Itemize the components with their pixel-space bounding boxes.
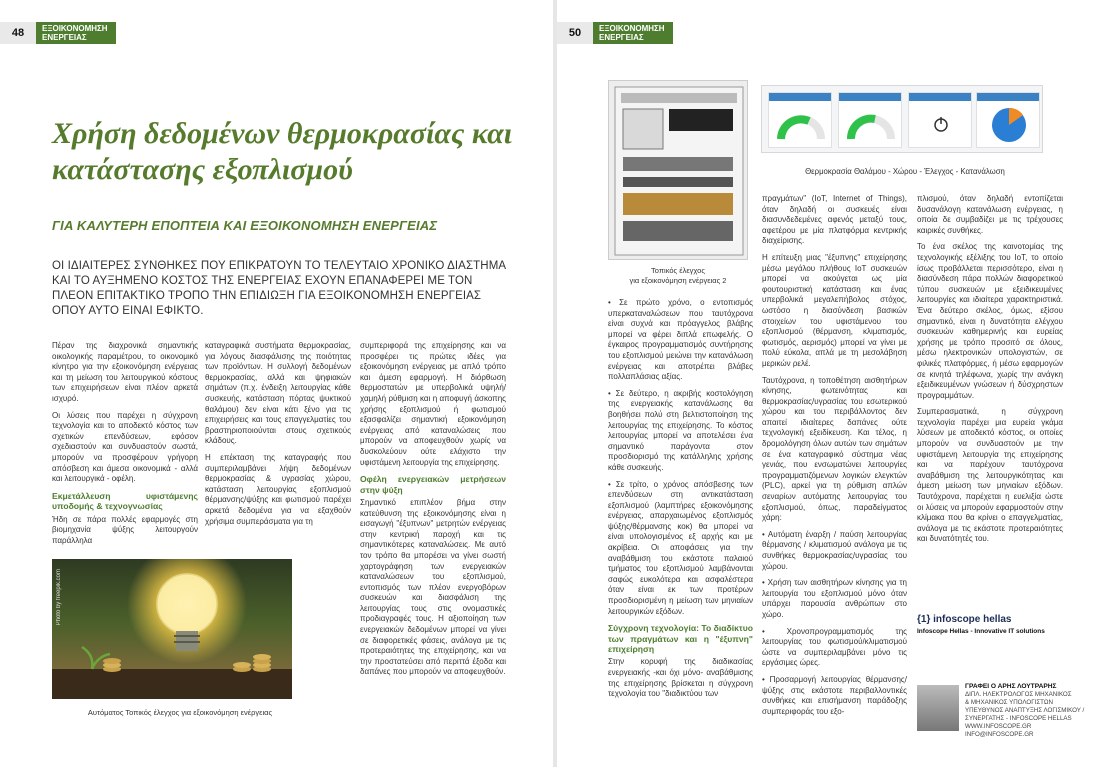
- author-line: ΔΙΠΛ. ΗΛΕΚΤΡΟΛΟΓΟΣ ΜΗΧΑΝΙΚΟΣ: [965, 691, 1072, 698]
- paragraph: πλισμού, όταν δηλαδή εντοπίζεται δυσανάλογη κατανάλωση ενέργειας, η οποία δε συμβαδίζει με τις τρέχουσες καιρικές συνθήκες.: [917, 194, 1063, 235]
- power-control-tile: [908, 92, 972, 148]
- left-column-3: [360, 341, 506, 684]
- bullet-paragraph: • Χρήση των αισθητήρων κίνησης για τη λειτουργία του εξοπλισμού μόνο όταν υπάρχει παρουσία ανθρώπων στο χώρο.: [762, 578, 907, 619]
- author-line: & ΜΗΧΑΝΙΚΟΣ ΥΠΟΛΟΓΙΣΤΩΝ: [965, 699, 1053, 706]
- consumption-pie-tile: [976, 92, 1040, 148]
- paragraph: πραγμάτων" (IoT, Internet of Things), όταν δηλαδή οι συσκευές είναι διασυνδεδεμένες αφενός μεταξύ τους, αφετέρου με μία πλατφόρμα κεντρικής διαχείρισης.: [762, 194, 907, 246]
- paragraph: Η επέκταση της καταγραφής που συμπεριλαμβάνει λήψη δεδομένων θερμοκρασίας & υγρασίας χώρου, κατάσταση λειτουργίας εξοπλισμού θέρμανσης/ψύξης και φωτισμού παρέχει αρκετά δεδομένα για να εξαχθούν χρήσιμα συμπεράσματα για τη: [205, 452, 351, 526]
- infoscope-logo: {1} infoscope hellas: [917, 614, 1012, 625]
- page-number: 50: [557, 22, 593, 44]
- photo-caption: Αυτόματος Τοπικός έλεγχος για εξοικονόμηση ενέργειας: [87, 708, 273, 717]
- gauge-icon: [839, 101, 903, 147]
- cabinet-caption-line-1: Τοπικός έλεγχος: [651, 266, 705, 275]
- right-column-3: [917, 194, 1063, 551]
- section-label: ΕΞΟΙΚΟΝΟΜΗΣΗ ΕΝΕΡΓΕΙΑΣ: [36, 22, 116, 44]
- pie-chart-icon: [977, 101, 1041, 147]
- article-lead: ΟΙ ΙΔΙΑΙΤΕΡΕΣ ΣΥΝΘΗΚΕΣ ΠΟΥ ΕΠΙΚΡΑΤΟΥΝ ΤΟ ΤΕΛΕΥΤΑΙΟ ΧΡΟΝΙΚΟ ΔΙΑΣΤΗΜΑ ΚΑΙ ΤΟ ΑΥΞΗΜΕΝΟ ΚΟΣΤΟΣ ΤΗΣ ΕΝΕΡΓΕΙΑΣ ΕΧΟΥΝ ΕΠΑΝΑΦΕΡΕΙ ΜΕ ΤΟΝ ΠΛΕΟΝ ΕΠΙΤΑΚΤΙΚΟ ΤΡΟΠΟ ΤΗΝ ΕΠΙΔΙΩΞΗ ΓΙΑ ΕΞΟΙΚΟΝΟΜΗΣΗ ΕΝΕΡΓΕΙΑΣ ΟΠΟΥ ΑΥΤΟ ΕΙΝΑΙ ΕΦΙΚΤΟ.: [52, 260, 506, 317]
- bullet-paragraph: • Χρονοπρογραμματισμός της λειτουργίας του φωτισμού/κλιματισμού ώστε να συμπεριλαμβάνει μόνο τις εργάσιμες ώρες.: [762, 626, 907, 668]
- paragraph: καταγραφικά συστήματα θερμοκρασίας, για λόγους διασφάλισης της ποιότητας των προϊόντων. Η συλλογή δεδομένων θερμοκρασίας, αλλά και ψηφιακών σημάτων (π.χ. ένδειξη λειτουργίας κάθε συσκευής, κατάσταση πόρτας ψυκτικού θαλάμου) δεν είναι κάτι ξένο για τις επιχειρήσεις και τους επαγγελματίες του βραστηριοποιούνται στους σχετικούς κλάδους.: [205, 341, 351, 446]
- author-line: ΣΥΝΕΡΓΑΤΗΣ - INFOSCOPE HELLAS: [965, 715, 1072, 722]
- page-number: 48: [0, 22, 36, 44]
- cabinet-caption-line-2: για εξοικονόμηση ενέργειας 2: [629, 276, 727, 285]
- dashboard-screenshot: [761, 85, 1043, 153]
- author-credits: [965, 683, 1100, 739]
- section-heading: Σύγχρονη τεχνολογία: Το διαδίκτυο των πραγμάτων και η "έξυπνη" επιχείρηση: [608, 623, 753, 655]
- article-title: Χρήση δεδομένων θερμοκρασίας και κατάστασης εξοπλισμού: [52, 117, 513, 186]
- control-cabinet-photo: [608, 80, 748, 260]
- temperature-gauge-tile: [838, 92, 902, 148]
- author-name: ΓΡΑΦΕΙ Ο ΑΡΗΣ ΛΟΥΤΡΑΡΗΣ: [965, 683, 1057, 690]
- bullet-paragraph: • Σε πρώτο χρόνο, ο εντοπισμός υπερκαταναλώσεων που ταυτόχρονα είναι συχνά και πρόαγγελος βλάβης μπορεί να φέρει διπλά επωφελής. Ο έγκαιρος προγραμματισμός συντήρησης του εξοπλισμού μειώνει την κατανάλωση ενέργειας και αποτρέπει βλάβες πολλαπλάσιας αξίας.: [608, 298, 753, 382]
- paragraph: Στην κορυφή της διαδικασίας ενεργειακής -και όχι μόνο- αναβάθμισης της επιχείρησης βρίσκεται η σύγχρονη τεχνολογία του "διαδικτύου των: [608, 657, 753, 699]
- paragraph: Η επίτευξη μιας "έξυπνης" επιχείρησης μέσω μεγάλου πλήθους IoT συσκευών μπορεί να ακούγεται ως μία φουτουριστική κατάσταση και ένας υπερβολικά μεγαλεπήβολος στόχος, ωστόσο η διασύνδεση βασικών στοιχείων του υφιστάμενου του εξοπλισμού (θέρμανση, κλιματισμός, φωτισμός, αερισμός) μπορεί να γίνει με πολύ εύκολα, απλά με τη μεσολάβηση μερικών ρελέ.: [762, 252, 907, 368]
- paragraph: Πέραν της διαχρονικά σημαντικής οικολογικής παραμέτρου, το οικονομικό κίνητρο για την εξοικονόμηση ενέργειας και τη μείωση του λειτουργικού κόστους των επιχειρήσεων είναι πλέον αρκετά ισχυρό.: [52, 341, 198, 403]
- company-brand: [917, 614, 1057, 635]
- bullet-paragraph: • Σε τρίτο, ο χρόνος απόσβεσης των επενδύσεων στη αντικατάσταση εξοπλισμού (λαμπτήρες εξοικονόμησης ενέργειας, απαρχαιωμένος εξοπλισμός ψύξης/θέρμανσης κοκ) θα μπορεί να είναι υπολογισμένος εξ αρχής και με ακρίβεια. Οι αποφάσεις για την αναβάθμιση του εκάστοτε παλαιού τμήματος του εξοπλισμού λαμβάνονται σαφώς ευκολότερα και ασφαλέστερα όταν είναι εκ των προτέρων προσδιορισμένη η μείωση των μηνιαίων λειτουργικών εξόδων.: [608, 479, 753, 616]
- article-subtitle: ΓΙΑ ΚΑΛΥΤΕΡΗ ΕΠΟΠΤΕΙΑ ΚΑΙ ΕΞΟΙΚΟΝΟΜΗΣΗ ΕΝΕΡΓΕΙΑΣ: [52, 218, 438, 233]
- author-line: ΥΠΕΥΘΥΝΟΣ ΑΝΑΠΤΥΞΗΣ ΛΟΓΙΣΜΙΚΟΥ /: [965, 707, 1085, 714]
- left-column-1: [52, 341, 198, 552]
- right-column-1: [608, 298, 753, 706]
- lightbulb-photo: [52, 559, 292, 699]
- author-email: INFO@INFOSCOPE.GR: [965, 731, 1034, 738]
- bullet-paragraph: • Προσαρμογή λειτουργίας θέρμανσης/ψύξης στις εκάστοτε περιβαλλοντικές συνθήκες και επισήμανση παράδοξης συμπεριφοράς του εξο-: [762, 674, 907, 716]
- paragraph: συμπεριφορά της επιχείρησης και να προσφέρει τις πρώτες ιδέες για εξοικονόμηση ενέργειας με απλό τρόπο και άμεση εφαρμογή. Η διόρθωση θερμοστατών με υπερβολικά υψηλή/χαμηλή ρύθμιση και η αποφυγή άσκοπης χρήσης εξοπλισμού ή φωτισμού εξασφαλίζει σημαντική εξοικονόμηση ενέργειας από καταναλώσεις που μπορούν να αποφευχθούν χωρίς να δυσκολεύουν ούτε ελάχιστο την υφιστάμενη λειτουργία της επιχείρησης.: [360, 341, 506, 467]
- bullet-paragraph: • Αυτόματη έναρξη / παύση λειτουργίας θέρμανσης / κλιματισμού ανάλογα με τις συνθήκες θερμοκρασίας/υγρασίας του χώρου.: [762, 529, 907, 571]
- paragraph: Το ένα σκέλος της καινοτομίας της τεχνολογικής εξέλιξης του IoT, το οποίο ίσως προβάλλεται περισσότερο, είναι η διασύνδεση πάρα πολλών διαφορετικού τύπου συσκευών με εξειδικευμένες λειτουργίες και ιδιαίτερα χαρακτηριστικά. Ένα δεύτερο σκέλος, όμως, εξίσου σημαντικό, είναι η δυνατότητα ελέγχου συσκευών καθημερινής και ευρείας χρήσης με τρόπο προσιτό σε όλους, μέσω ηλεκτρονικών υπολογιστών, σε φιλικές πλατφόρμες, ή μέσω εφαρμογών σε κινητά τηλέφωνα, χωρίς την ανάγκη εξειδικευμένων γνώσεων ή δύσχρηστων προγραμμάτων.: [917, 242, 1063, 400]
- paragraph: Οι λύσεις που παρέχει η σύγχρονη τεχνολογία και το αποδεκτό κόστος των σχετικών επενδύσεων, εφόσον σχεδιαστούν και συνδυαστούν σωστά, μπορούν να προσφέρουν γρήγορη απόσβεση και άμεσα οικονομικά - αλλά και λειτουργικά - οφέλη.: [52, 410, 198, 484]
- author-avatar: [917, 685, 959, 731]
- author-website: WWW.INFOSCOPE.GR: [965, 723, 1032, 730]
- bullet-paragraph: • Σε δεύτερο, η ακριβής κοστολόγηση της ενεργειακής κατανάλωσης θα βοηθήσει πολύ στη βελτιστοποίηση της λειτουργίας της επιχείρησης. Το κόστος λειτουργίας μπορεί να αποτελέσει ένα σημαντικό παράγοντα στον προσδιορισμό της κατάλληλης χρήσης κάθε συσκευής.: [608, 388, 753, 472]
- gauge-icon: [769, 101, 833, 147]
- paragraph: Ήδη σε πάρα πολλές εφαρμογές στη βιομηχανία ψύξης λειτουργούν παράλληλα: [52, 514, 198, 545]
- paragraph: Ταυτόχρονα, η τοποθέτηση αισθητήρων κίνησης, φωτεινότητας και θερμοκρασίας/υγρασίας του εσωτερικού χώρου και του περιβάλλοντος δεν απαιτεί ιδιαίτερες δαπάνες ούτε τεχνολογική εξειδίκευση. Και τέλος, η δρομολόγηση όλων αυτών των σημάτων σε ένα καταγραφικό σύστημα νέας γενιάς, που ενσωματώνει λειτουργίες προγραμματιζόμενων λογικών ελεγκτών (PLC), αρκεί για τη ρύθμιση απλών σεναρίων αυτόματης λειτουργίας του εξοπλισμού, όπως, παραδείγματος χάρη:: [762, 375, 907, 523]
- page-folio: [557, 22, 673, 44]
- section-label: ΕΞΟΙΚΟΝΟΜΗΣΗ ΕΝΕΡΓΕΙΑΣ: [593, 22, 673, 44]
- page-folio: [0, 22, 116, 44]
- paragraph: Συμπερασματικά, η σύγχρονη τεχνολογία παρέχει μια ευρεία γκάμα λύσεων με αποδεκτό κόστος, οι οποίες μπορούν να συνδυαστούν με την υφιστάμενη λειτουργία της επιχείρησης και να παρέχουν ταυτόχρονα αναβάθμιση της λειτουργικότητας και άμεση μείωση των μηνιαίων εξόδων. Ταυτόχρονα, παρέχεται η ευελιξία ώστε οι λύσεις να μπορούν εφαρμοστούν στην κλίμακα που θα κρίνει ο επαγγελματίας, ανάλογα με τις εκάστοτε προτεραιότητες και δυνατότητές του.: [917, 407, 1063, 544]
- power-icon: [909, 101, 973, 147]
- brand-tagline: Infoscope Hellas - Innovative IT solutions: [917, 628, 1045, 635]
- left-page: [0, 0, 553, 767]
- lightbulb-illustration: [52, 559, 292, 699]
- temperature-gauge-tile: [768, 92, 832, 148]
- paragraph: Σημαντικό επιπλέον βήμα στην κατεύθυνση της εξοικονόμησης είναι η εισαγωγή "έξυπνων" μετρητών ενέργειας στην κεντρική παροχή και τις σημαντικότερες καταναλώσεις. Με αυτό τον τρόπο θα μπορέσει να γίνει σωστή χαρτογράφηση των ενεργειακών καταναλώσεων του εξοπλισμού, εντοπισμός των πλέον ενεργοβόρων συσκευών και διασφάλιση της λειτουργίας τους στις ονομαστικές προδιαγραφές τους. Η αξιοποίηση των ενεργειακών δεδομένων μπορεί να γίνει σε διαφορετικές φάσεις, ανάλογα με τις προτεραιότητες της επιχείρησης, και να την προστατεύσει από περιττά έξοδα και δαπάνες που μπορούν να αποφευχθούν.: [360, 497, 506, 677]
- photo-credit: Photo by freepik.com: [56, 569, 62, 626]
- right-column-2: [762, 194, 907, 723]
- control-cabinet-illustration: [609, 81, 748, 260]
- left-column-2: [205, 341, 351, 533]
- section-heading: Εκμετάλλευση υφιστάμενης υποδομής & τεχνογνωσίας: [52, 490, 198, 512]
- dashboard-caption: Θερμοκρασία Θαλάμου - Χώρου - Έλεγχος - Κατανάλωση: [805, 167, 1005, 176]
- section-heading: Οφέλη ενεργειακών μετρήσεων στην ψύξη: [360, 474, 506, 495]
